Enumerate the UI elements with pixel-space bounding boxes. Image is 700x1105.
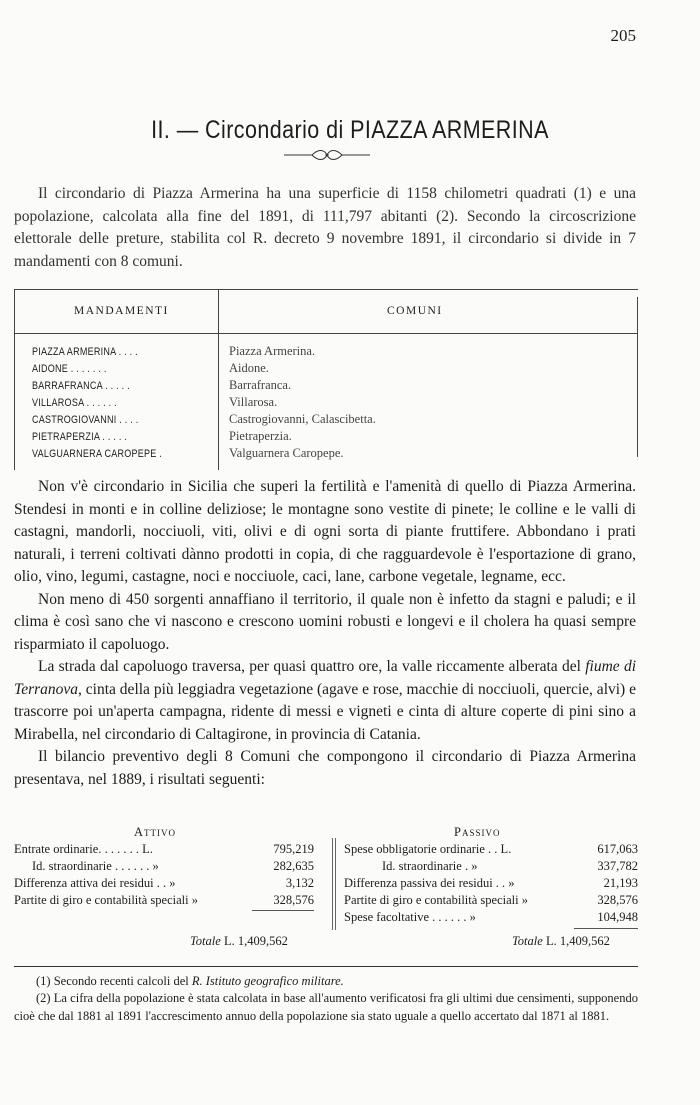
attivo-row: Partite di giro e contabilità speciali » 328,576 (14, 893, 314, 907)
table-row: BARRAFRANCA . . . . . (32, 380, 130, 392)
table-cell-comuni: Valguarnera Caropepe. (229, 446, 344, 460)
intro-paragraph: Il circondario di Piazza Armerina ha una superficie di 1158 chilometri quadrati (1) e una popolazione, calcolata alla fine del 1891, di 111,797 abitanti (2). Secondo la circoscrizione elettorale delle preture, stabilita col R. decreto 9 novembre 1891, il circondario si divide in 7 mandamenti con 8 comuni. (14, 185, 636, 270)
table-row: AIDONE . . . . . . . (32, 363, 107, 375)
footnote-2: (2) La cifra della popolazione è stata calcolata in base all'aumento verificatosi fra gli ultimi due censimenti, supponendo cioè che dal 1881 al 1891 l'accrescimento annuo della popolazione sia stato uguale a quello accertato dal 1871 al 1881. (14, 991, 638, 1023)
paragraph-bilancio: Il bilancio preventivo degli 8 Comuni che compongono il circondario di Piazza Armerina presentava, nel 1889, i risultati seguenti: (14, 748, 636, 788)
table-cell-comuni: Villarosa. (229, 395, 278, 409)
body-text (14, 476, 636, 791)
passivo-row: Partite di giro e contabilità speciali » 328,576 (344, 893, 638, 907)
table-row: PIAZZA ARMERINA . . . . (32, 346, 138, 358)
section-heading: II. — Circondario di PIAZZA ARMERINA (151, 116, 549, 144)
attivo-row: Id. straordinarie . . . . . . » 282,635 (32, 859, 314, 873)
table-cell-comuni: Barrafranca. (229, 378, 292, 392)
italic-place-name: fiume di Terranova (14, 658, 637, 698)
mandamenti-table (14, 289, 638, 470)
table-cell-comuni: Aidone. (229, 361, 269, 375)
paragraph-fertilita: Non v'è circondario in Sicilia che superi la fertilità e l'amenità di quello di Piazza Armerina. Stendesi in monti e in colline deliziose; le montagne sono vestite di pinete; le colline e le valli di castagni, mandorli, nocciuoli, viti, olivi e di ogni sorta di piante fruttifere. Abbondano i prati naturali, i terreni coltivati dànno prodotti in copia, di che ragguardevole è l'esportazione di grano, olio, vino, legumi, castagne, noci e nocciuole, caci, lane, carbone vegetale, legname, ecc. (14, 478, 636, 585)
table-header-comuni: COMUNI (387, 305, 443, 317)
passivo-row: Spese obbligatorie ordinarie . . L. 617,063 (344, 842, 638, 856)
table-cell-comuni: Piazza Armerina. (229, 344, 316, 358)
table-row: PIETRAPERZIA . . . . . (32, 431, 128, 443)
table-cell-comuni: Pietraperzia. (229, 429, 292, 443)
attivo-row: Entrate ordinarie. . . . . . . L. 795,219 (14, 842, 314, 856)
totale-passivo: Totale L. 1,409,562 (512, 934, 610, 948)
table-cell-comuni: Castrogiovanni, Calascibetta. (229, 412, 376, 426)
passivo-row: Differenza passiva dei residui . . » 21,193 (344, 876, 638, 890)
passivo-row: Spese facoltative . . . . . . » 104,948 (344, 910, 638, 924)
page-number: 205 (610, 26, 636, 45)
table-row: VILLAROSA . . . . . . (32, 397, 117, 409)
table-header-mandamenti: MANDAMENTI (74, 305, 169, 317)
paragraph-sorgenti: Non meno di 450 sorgenti annaffiano il territorio, il quale non è infetto da stagni e paludi; e il clima è così sano che vi nascono e crescono uomini robusti e longevi e il cholera ha quasi sempre risparmiato il capoluogo. (14, 590, 636, 653)
footnote-1: (1) Secondo recenti calcoli del R. Istituto geografico militare. (36, 974, 344, 988)
paragraph-strada: La strada dal capoluogo traversa, per quasi quattro ore, la valle riccamente alberata del fiume di Terranova, cinta della più leggiadra vegetazione (agave e rose, macchie di nocciuoli, quercie, alvi) e trascorre poi un'aperta campagna, ridente di messi e vigneti e cinta di alture coperte di pini sino a Mirabella, nel circondario di Caltagirone, in provincia di Catania. (14, 658, 637, 743)
totale-attivo: Totale L. 1,409,562 (190, 934, 288, 948)
attivo-header: Attivo (134, 825, 177, 839)
passivo-row: Id. straordinarie . » 337,782 (382, 859, 638, 873)
table-row: VALGUARNERA CAROPEPE . (32, 448, 163, 460)
bilancio-table (14, 822, 638, 962)
ornament-divider-icon (282, 149, 372, 161)
passivo-header: Passivo (454, 825, 501, 839)
footnote-rule (14, 966, 638, 967)
table-row: CASTROGIOVANNI . . . . (32, 414, 139, 426)
attivo-row: Differenza attiva dei residui . . » 3,132 (14, 876, 314, 890)
